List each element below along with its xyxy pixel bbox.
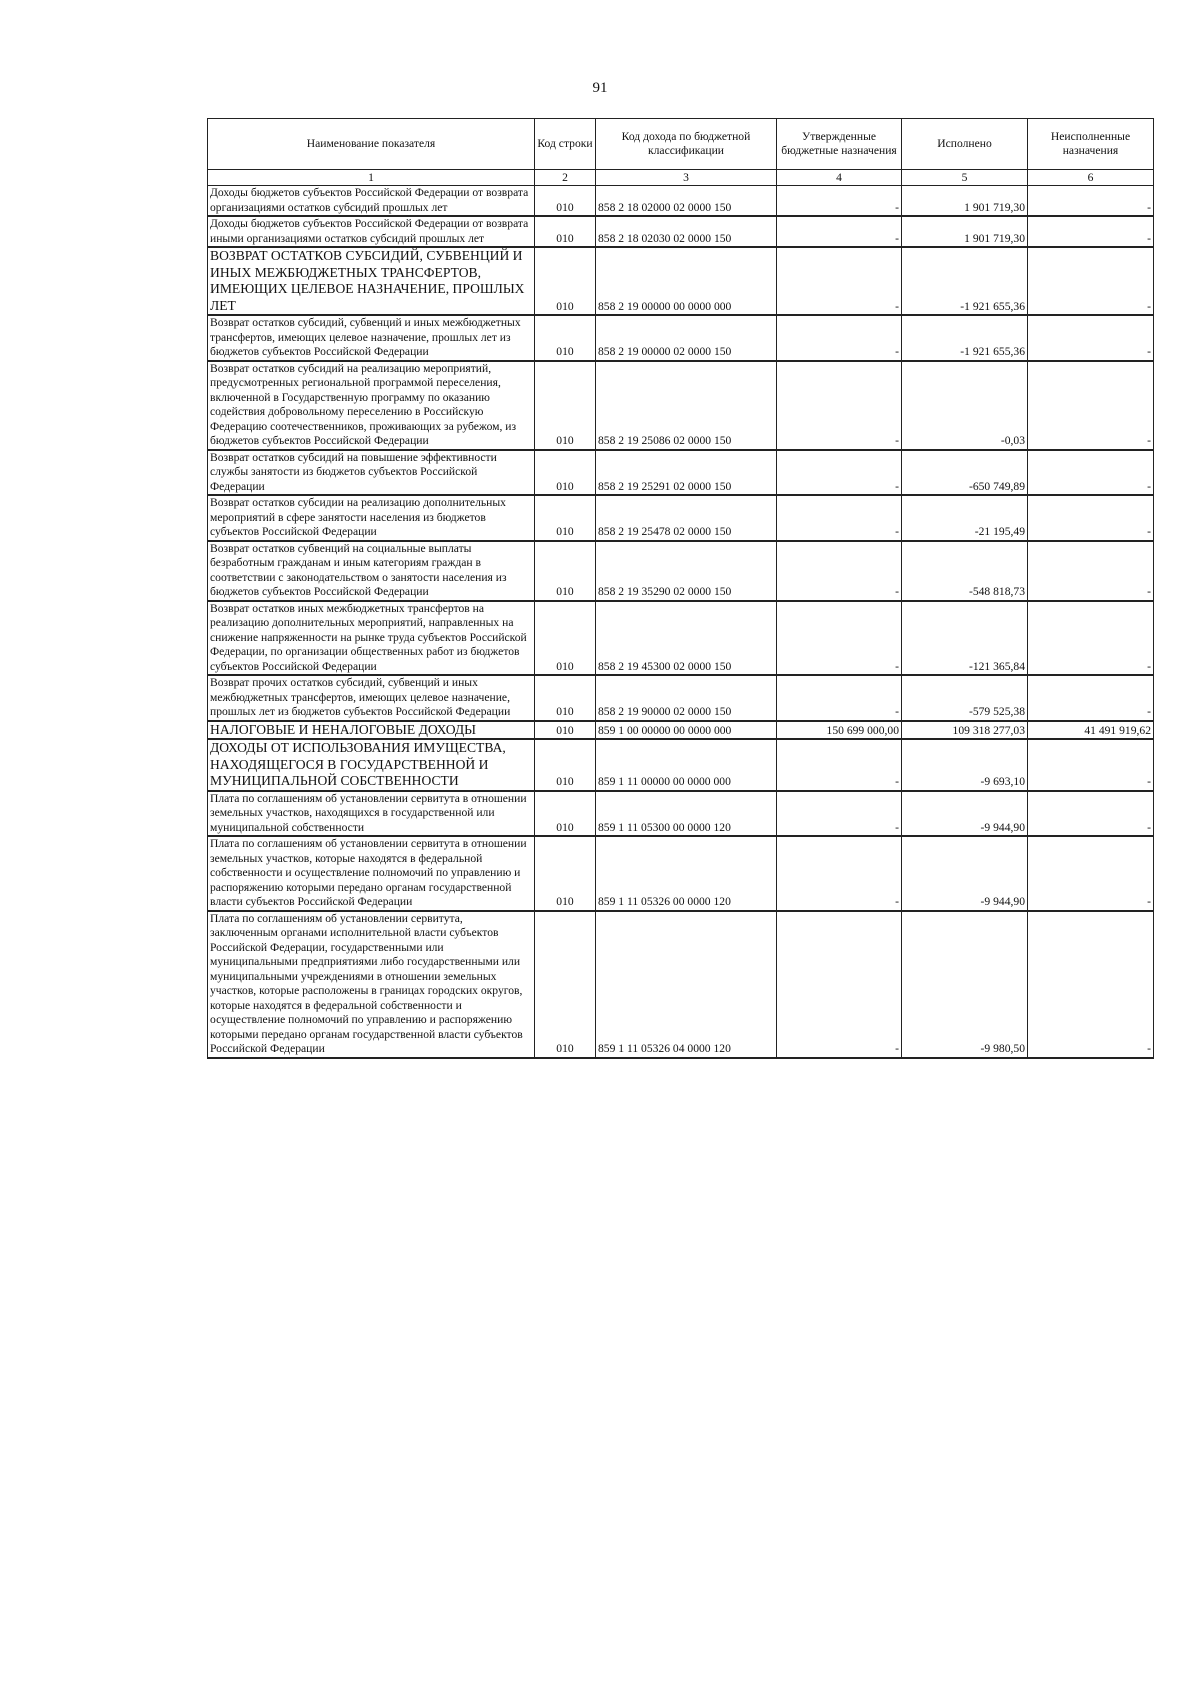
table-row [208,450,1154,496]
table-row [208,216,1154,247]
revenue-code-cell: 858 2 19 25291 02 0000 150 [596,450,777,496]
revenue-code-cell: 858 2 19 00000 02 0000 150 [596,315,777,361]
executed-amount-cell: -1 921 655,36 [902,315,1028,361]
indicator-name-cell: Возврат остатков иных межбюджетных трансфертов на реализацию дополнительных мероприятий, направленных на снижение напряженности на рынке труда субъектов Российской Федерации, по организации общественных работ из бюджетов субъектов Российской Федерации [208,601,535,676]
table-row [208,739,1154,791]
unexecuted-amount-cell: - [1028,541,1154,601]
revenue-code-cell: 858 2 19 45300 02 0000 150 [596,601,777,676]
indicator-name-cell: ДОХОДЫ ОТ ИСПОЛЬЗОВАНИЯ ИМУЩЕСТВА, НАХОДЯЩЕГОСЯ В ГОСУДАРСТВЕННОЙ И МУНИЦИПАЛЬНОЙ СОБСТВЕННОСТИ [208,739,535,791]
unexecuted-amount-cell: 41 491 919,62 [1028,721,1154,740]
revenue-code-cell: 858 2 19 25086 02 0000 150 [596,361,777,450]
unexecuted-amount-cell: - [1028,450,1154,496]
line-code-cell: 010 [535,315,596,361]
approved-amount-cell: 150 699 000,00 [777,721,902,740]
line-code-cell: 010 [535,721,596,740]
indicator-name-cell: Доходы бюджетов субъектов Российской Федерации от возврата иными организациями остатков субсидий прошлых лет [208,216,535,247]
header-unexecuted: Неисполненные назначения [1028,119,1154,170]
table-row [208,315,1154,361]
revenue-code-cell: 859 1 11 00000 00 0000 000 [596,739,777,791]
revenue-code-cell: 858 2 18 02030 02 0000 150 [596,216,777,247]
executed-amount-cell: -548 818,73 [902,541,1028,601]
revenue-code-cell: 859 1 00 00000 00 0000 000 [596,721,777,740]
executed-amount-cell: 109 318 277,03 [902,721,1028,740]
indicator-name-cell: Плата по соглашениям об установлении сервитута в отношении земельных участков, которые находятся в федеральной собственности и осуществление полномочий по управлению и распоряжению которыми передано органам государственной власти субъектов Российской Федерации [208,836,535,911]
line-code-cell: 010 [535,361,596,450]
revenue-code-cell: 858 2 19 90000 02 0000 150 [596,675,777,721]
approved-amount-cell: - [777,739,902,791]
line-code-cell: 010 [535,247,596,315]
executed-amount-cell: -121 365,84 [902,601,1028,676]
indicator-name-cell: Возврат остатков субвенций на социальные выплаты безработным гражданам и иным категориям граждан в соответствии с законодательством о занятости населения из бюджетов субъектов Российской Федерации [208,541,535,601]
page-number: 91 [592,80,608,96]
line-code-cell: 010 [535,601,596,676]
executed-amount-cell: -650 749,89 [902,450,1028,496]
approved-amount-cell: - [777,315,902,361]
indicator-name-cell: НАЛОГОВЫЕ И НЕНАЛОГОВЫЕ ДОХОДЫ [208,721,535,740]
approved-amount-cell: - [777,186,902,217]
column-number: 5 [902,170,1028,186]
table-row [208,186,1154,217]
approved-amount-cell: - [777,450,902,496]
approved-amount-cell: - [777,361,902,450]
revenue-code-cell: 858 2 19 00000 00 0000 000 [596,247,777,315]
approved-amount-cell: - [777,836,902,911]
indicator-name-cell: Доходы бюджетов субъектов Российской Федерации от возврата организациями остатков субсидий прошлых лет [208,186,535,217]
table-row [208,836,1154,911]
unexecuted-amount-cell: - [1028,911,1154,1058]
indicator-name-cell: Возврат остатков субсидий на повышение эффективности службы занятости из бюджетов субъектов Российской Федерации [208,450,535,496]
unexecuted-amount-cell: - [1028,675,1154,721]
unexecuted-amount-cell: - [1028,601,1154,676]
line-code-cell: 010 [535,186,596,217]
approved-amount-cell: - [777,601,902,676]
unexecuted-amount-cell: - [1028,739,1154,791]
unexecuted-amount-cell: - [1028,247,1154,315]
unexecuted-amount-cell: - [1028,216,1154,247]
revenue-code-cell: 858 2 19 35290 02 0000 150 [596,541,777,601]
table-row [208,361,1154,450]
indicator-name-cell: Возврат остатков субсидий, субвенций и иных межбюджетных трансфертов, имеющих целевое назначение, прошлых лет из бюджетов субъектов Российской Федерации [208,315,535,361]
executed-amount-cell: 1 901 719,30 [902,216,1028,247]
line-code-cell: 010 [535,450,596,496]
unexecuted-amount-cell: - [1028,361,1154,450]
unexecuted-amount-cell: - [1028,836,1154,911]
column-number: 6 [1028,170,1154,186]
line-code-cell: 010 [535,739,596,791]
revenue-code-cell: 858 2 18 02000 02 0000 150 [596,186,777,217]
line-code-cell: 010 [535,791,596,837]
revenue-code-cell: 858 2 19 25478 02 0000 150 [596,495,777,541]
executed-amount-cell: -579 525,38 [902,675,1028,721]
approved-amount-cell: - [777,911,902,1058]
unexecuted-amount-cell: - [1028,791,1154,837]
executed-amount-cell: 1 901 719,30 [902,186,1028,217]
column-number: 3 [596,170,777,186]
header-indicator-name: Наименование показателя [208,119,535,170]
line-code-cell: 010 [535,495,596,541]
table-row [208,495,1154,541]
executed-amount-cell: -21 195,49 [902,495,1028,541]
executed-amount-cell: -1 921 655,36 [902,247,1028,315]
table-row [208,911,1154,1058]
table-row [208,721,1154,740]
approved-amount-cell: - [777,216,902,247]
header-revenue-code: Код дохода по бюджетной классификации [596,119,777,170]
approved-amount-cell: - [777,247,902,315]
approved-amount-cell: - [777,495,902,541]
indicator-name-cell: Плата по соглашениям об установлении сервитута, заключенным органами исполнительной власти субъектов Российской Федерации, государственными или муниципальными предприятиями либо государственными или муниципальными учреждениями в отношении земельных участков, которые расположены в границах городских округов, которые находятся в федеральной собственности и осуществление полномочий по управлению и распоряжению которыми передано органам государственной власти субъектов Российской Федерации [208,911,535,1058]
executed-amount-cell: -9 944,90 [902,791,1028,837]
line-code-cell: 010 [535,216,596,247]
revenue-code-cell: 859 1 11 05300 00 0000 120 [596,791,777,837]
table-row [208,541,1154,601]
table-row [208,247,1154,315]
approved-amount-cell: - [777,541,902,601]
line-code-cell: 010 [535,675,596,721]
table-row [208,791,1154,837]
column-number: 4 [777,170,902,186]
line-code-cell: 010 [535,911,596,1058]
header-line-code: Код строки [535,119,596,170]
indicator-name-cell: Возврат остатков субсидий на реализацию мероприятий, предусмотренных региональной программой переселения, включенной в Государственную программу по оказанию содействия добровольному переселению в Российскую Федерацию соотечественников, проживающих за рубежом, из бюджетов субъектов Российской Федерации [208,361,535,450]
column-number: 2 [535,170,596,186]
line-code-cell: 010 [535,836,596,911]
table-row [208,675,1154,721]
column-number: 1 [208,170,535,186]
indicator-name-cell: ВОЗВРАТ ОСТАТКОВ СУБСИДИЙ, СУБВЕНЦИЙ И ИНЫХ МЕЖБЮДЖЕТНЫХ ТРАНСФЕРТОВ, ИМЕЮЩИХ ЦЕЛЕВОЕ НАЗНАЧЕНИЕ, ПРОШЛЫХ ЛЕТ [208,247,535,315]
executed-amount-cell: -9 944,90 [902,836,1028,911]
revenue-execution-table [207,118,1154,1059]
column-numbers-row [208,170,1154,186]
approved-amount-cell: - [777,675,902,721]
unexecuted-amount-cell: - [1028,495,1154,541]
executed-amount-cell: -9 980,50 [902,911,1028,1058]
header-executed: Исполнено [902,119,1028,170]
approved-amount-cell: - [777,791,902,837]
header-row [208,119,1154,170]
revenue-code-cell: 859 1 11 05326 00 0000 120 [596,836,777,911]
table-row [208,601,1154,676]
indicator-name-cell: Плата по соглашениям об установлении сервитута в отношении земельных участков, находящихся в государственной или муниципальной собственности [208,791,535,837]
indicator-name-cell: Возврат остатков субсидии на реализацию дополнительных мероприятий в сфере занятости населения из бюджетов субъектов Российской Федерации [208,495,535,541]
executed-amount-cell: -9 693,10 [902,739,1028,791]
line-code-cell: 010 [535,541,596,601]
unexecuted-amount-cell: - [1028,315,1154,361]
header-approved: Утвержденные бюджетные назначения [777,119,902,170]
indicator-name-cell: Возврат прочих остатков субсидий, субвенций и иных межбюджетных трансфертов, имеющих целевое назначение, прошлых лет из бюджетов субъектов Российской Федерации [208,675,535,721]
unexecuted-amount-cell: - [1028,186,1154,217]
executed-amount-cell: -0,03 [902,361,1028,450]
revenue-code-cell: 859 1 11 05326 04 0000 120 [596,911,777,1058]
